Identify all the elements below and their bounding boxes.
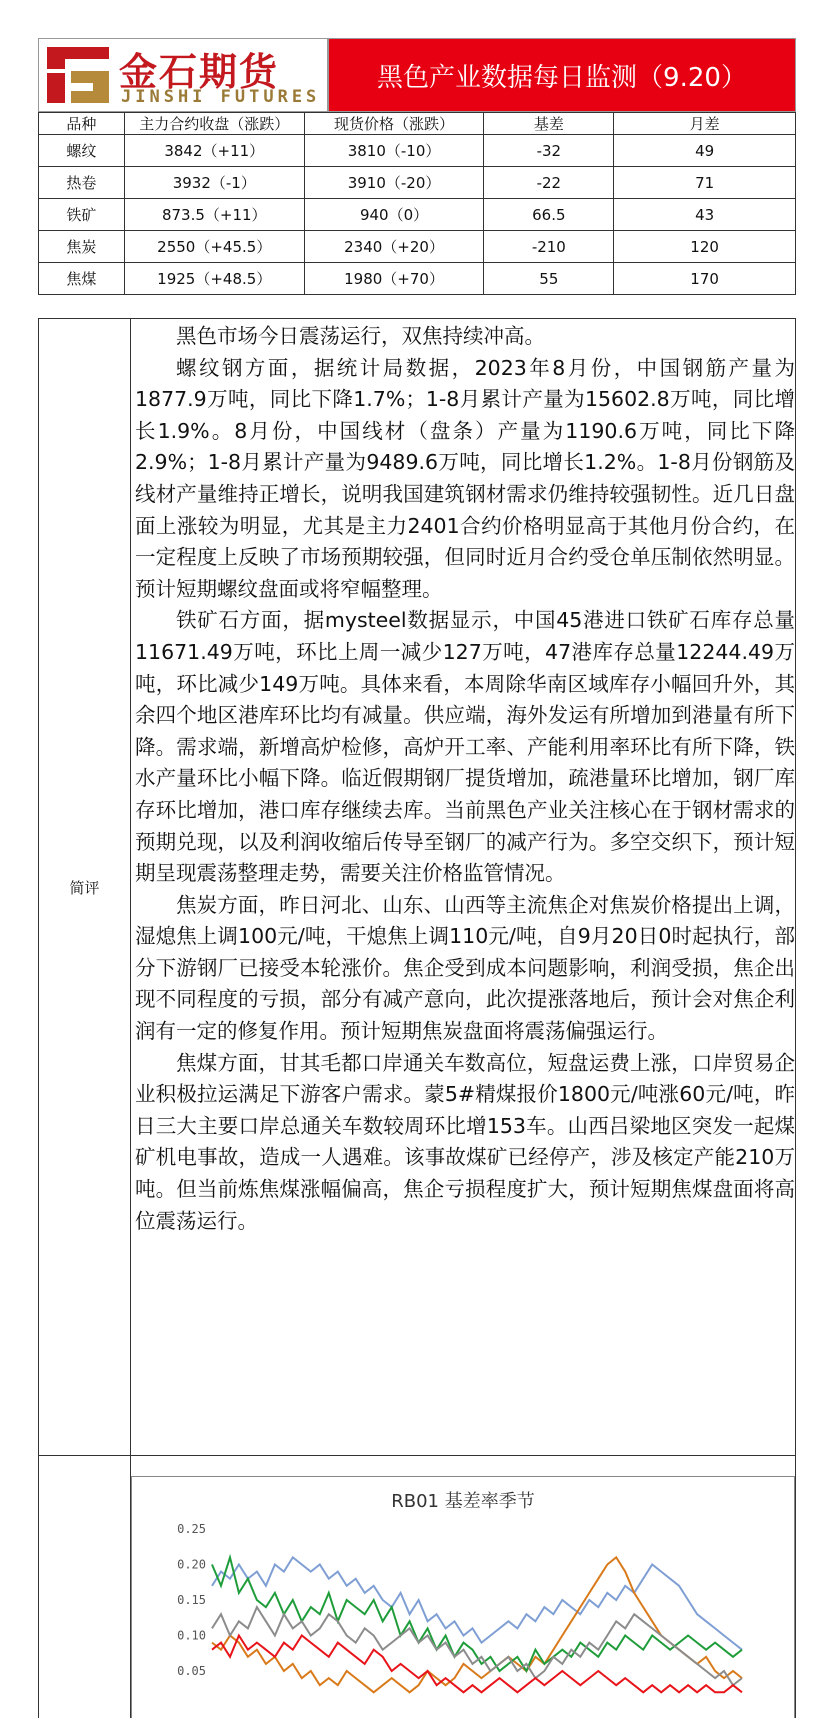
commentary-section: [38, 318, 796, 1456]
report-title: 黑色产业数据每日监测（9.20）: [328, 38, 796, 112]
table-cell: 3932（-1）: [124, 167, 304, 199]
commentary-paragraph: 黑色市场今日震荡运行，双焦持续冲高。: [176, 324, 545, 348]
commentary-paragraph: 焦煤方面，甘其毛都口岸通关车数高位，短盘运费上涨，口岸贸易企业积极拉运满足下游客户需求。蒙5#精煤报价1800元/吨涨60元/吨，昨日三大主要口岸总通关车数较周环比增153车。山西吕梁地区突发一起煤矿机电事故，造成一人遇难。该事故煤矿已经停产，涉及核定产能210万吨。但当前炼焦煤涨幅偏高，焦企亏损程度扩大，预计短期焦煤盘面将高位震荡运行。: [135, 1050, 795, 1233]
report-header: [38, 38, 796, 112]
table-cell: 170: [614, 263, 796, 295]
commentary-paragraph: 螺纹钢方面，据统计局数据，2023年8月份，中国钢筋产量为1877.9万吨，同比下降1.7%；1-8月累计产量为15602.8万吨，同比增长1.9%。8月份，中国线材（盘条）产量为1190.6万吨，同比下降2.9%；1-8月累计产量为9489.6万吨，同比增长1.2%。1-8月份钢筋及线材产量维持正增长，说明我国建筑钢材需求仍维持较强韧性。近几日盘面上涨较为明显，尤其是主力2401合约价格明显高于其他月份合约，在一定程度上反映了市场预期较强，但同时近月合约受仓单压制依然明显。预计短期螺纹盘面或将窄幅整理。: [135, 355, 795, 601]
y-tick-label: 0.05: [177, 1664, 206, 1678]
series-line: [212, 1557, 742, 1671]
table-cell: 49: [614, 135, 796, 167]
y-tick-label: 0.20: [177, 1557, 206, 1572]
table-cell: 3810（-10）: [304, 135, 484, 167]
column-header: 基差: [484, 113, 614, 135]
price-table: [38, 112, 796, 295]
table-cell: 120: [614, 231, 796, 263]
basis-rate-chart: [131, 1476, 795, 1718]
table-cell: -22: [484, 167, 614, 199]
commentary-body: [135, 321, 795, 1237]
table-cell: -210: [484, 231, 614, 263]
company-logo: [38, 38, 328, 112]
table-cell: 66.5: [484, 199, 614, 231]
table-cell: -32: [484, 135, 614, 167]
table-cell: 3842（+11）: [124, 135, 304, 167]
chart-title: RB01 基差率季节: [391, 1491, 535, 1512]
y-tick-label: 0.10: [177, 1628, 206, 1643]
table-cell: 940（0）: [304, 199, 484, 231]
logo-english-text: JINSHI FUTURES: [121, 87, 321, 107]
table-cell: 铁矿: [39, 199, 125, 231]
report-frame: [38, 38, 796, 1680]
chart-plot: [132, 1477, 796, 1719]
y-tick-label: 0.25: [177, 1522, 206, 1536]
table-row: [39, 263, 796, 295]
table-row: [39, 167, 796, 199]
table-cell: 2550（+45.5）: [124, 231, 304, 263]
table-cell: 1980（+70）: [304, 263, 484, 295]
table-cell: 焦炭: [39, 231, 125, 263]
table-row: [39, 135, 796, 167]
table-cell: 2340（+20）: [304, 231, 484, 263]
y-tick-label: 0.15: [177, 1593, 206, 1607]
logo-chinese-text: 金石期货: [119, 50, 280, 94]
table-cell: 1925（+48.5）: [124, 263, 304, 295]
commentary-label: 简评: [39, 319, 131, 1455]
table-cell: 43: [614, 199, 796, 231]
commentary-paragraph: 铁矿石方面，据mysteel数据显示，中国45港进口铁矿石库存总量11671.49万吨，环比上周一减少127万吨，47港库存总量12244.49万吨，环比减少149万吨。具体来看，本周除华南区域库存小幅回升外，其余四个地区港库环比均有减量。供应端，海外发运有所增加到港量有所下降。需求端，新增高炉检修，高炉开工率、产能利用率环比有所下降，铁水产量环比小幅下降。临近假期钢厂提货增加，疏港量环比增加，钢厂库存环比增加，港口库存继续去库。当前黑色产业关注核心在于钢材需求的预期兑现，以及利润收缩后传导至钢厂的减产行为。多空交织下，预计短期呈现震荡整理走势，需要关注价格监管情况。: [135, 608, 795, 886]
table-cell: 55: [484, 263, 614, 295]
column-header: 月差: [614, 113, 796, 135]
chart-label-cell: [39, 1456, 131, 1718]
chart-section: [38, 1456, 796, 1718]
table-row: [39, 199, 796, 231]
table-cell: 焦煤: [39, 263, 125, 295]
column-header: 现货价格（涨跌）: [304, 113, 484, 135]
table-cell: 螺纹: [39, 135, 125, 167]
column-header: 主力合约收盘（涨跌）: [124, 113, 304, 135]
table-header-row: [39, 113, 796, 135]
table-cell: 热卷: [39, 167, 125, 199]
table-cell: 71: [614, 167, 796, 199]
table-cell: 3910（-20）: [304, 167, 484, 199]
commentary-paragraph: 焦炭方面，昨日河北、山东、山西等主流焦企对焦炭价格提出上调，湿熄焦上调100元/吨，干熄焦上调110元/吨，自9月20日0时起执行，部分下游钢厂已接受本轮涨价。焦企受到成本问题影响，利润受损，焦企出现不同程度的亏损，部分有减产意向，此次提涨落地后，预计会对焦企利润有一定的修复作用。预计短期焦炭盘面将震荡偏强运行。: [135, 892, 795, 1044]
logo-mark-icon: [43, 43, 113, 107]
table-cell: 873.5（+11）: [124, 199, 304, 231]
column-header: 品种: [39, 113, 125, 135]
table-row: [39, 231, 796, 263]
